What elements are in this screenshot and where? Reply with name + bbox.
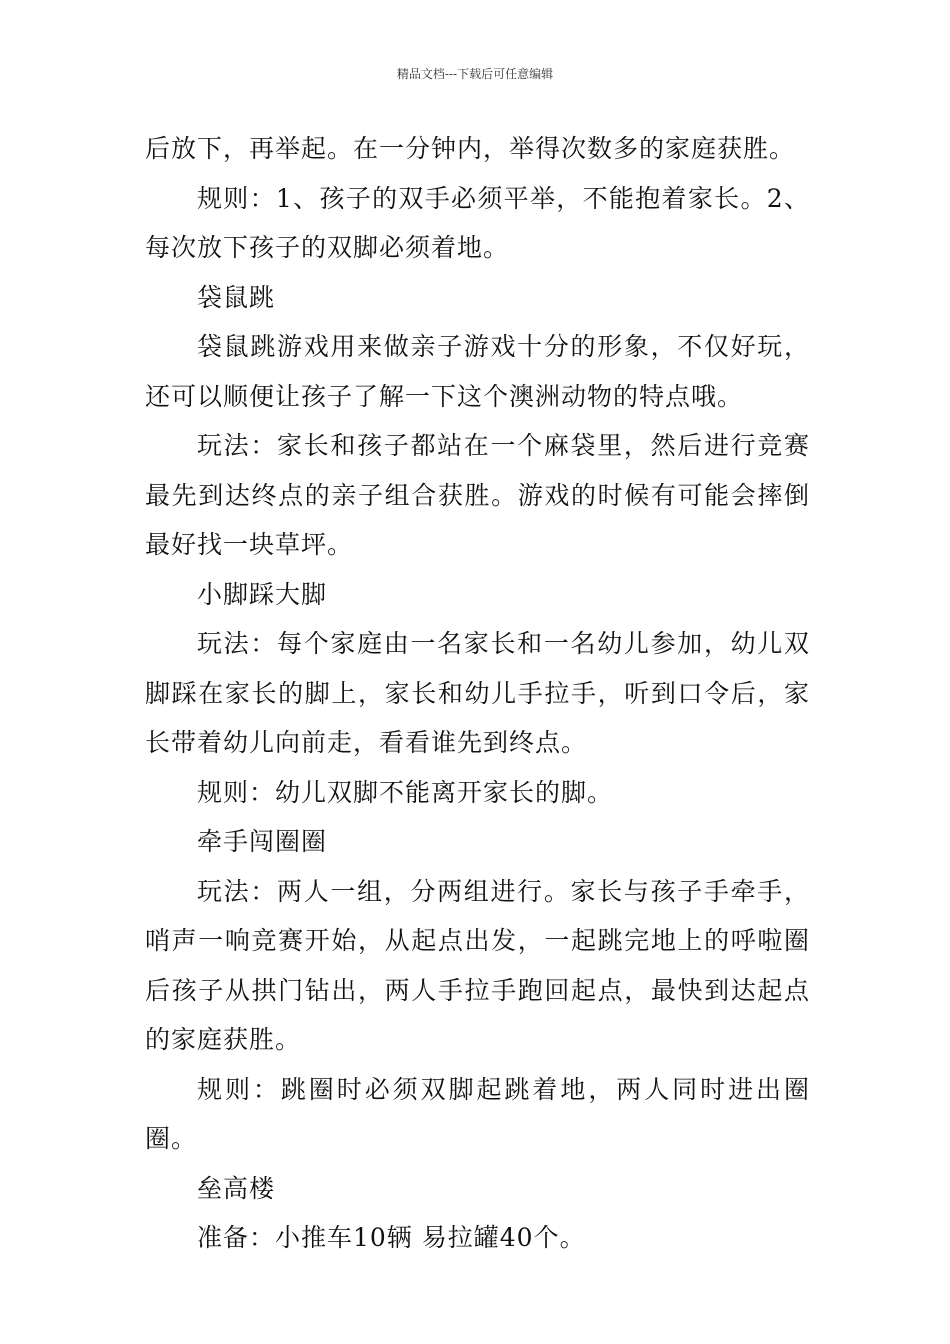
paragraph-5: 玩法：家长和孩子都站在一个麻袋里，然后进行竞赛最先到达终点的亲子组合获胜。游戏的时候有可能会摔倒最好找一块草坪。	[145, 431, 810, 559]
paragraph-7: 玩法：每个家庭由一名家长和一名幼儿参加，幼儿双脚踩在家长的脚上，家长和幼儿手拉手，听到口令后，家长带着幼儿向前走，看看谁先到终点。	[145, 629, 810, 757]
paragraph-8: 规则：幼儿双脚不能离开家长的脚。	[197, 777, 614, 807]
paragraph-1: 后放下，再举起。在一分钟内，举得次数多的家庭获胜。	[145, 134, 796, 163]
section-heading-kangaroo-jump: 袋鼠跳	[197, 282, 276, 312]
document-body	[145, 124, 810, 1263]
paragraph-11: 规则：跳圈时必须双脚起跳着地，两人同时进出圈圈。	[145, 1074, 810, 1153]
section-heading-tall-building: 垒高楼	[197, 1173, 276, 1203]
paragraph-2: 规则：1、孩子的双手必须平举，不能抱着家长。2、每次放下孩子的双脚必须着地。	[145, 183, 810, 262]
paragraph-13: 准备：小推车10辆 易拉罐40个。	[197, 1223, 586, 1252]
paragraph-10: 玩法：两人一组，分两组进行。家长与孩子手牵手，哨声一响竞赛开始，从起点出发，一起跳完地上的呼啦圈后孩子从拱门钻出，两人手拉手跑回起点，最快到达起点的家庭获胜。	[145, 876, 810, 1054]
section-heading-small-foot: 小脚踩大脚	[197, 579, 328, 609]
paragraph-4: 袋鼠跳游戏用来做亲子游戏十分的形象，不仅好玩，还可以顺便让孩子了解一下这个澳洲动物的特点哦。	[145, 332, 810, 411]
page-header: 精品文档---下载后可任意编辑	[396, 67, 554, 81]
section-heading-hand-in-hand: 牵手闯圈圈	[197, 827, 328, 856]
